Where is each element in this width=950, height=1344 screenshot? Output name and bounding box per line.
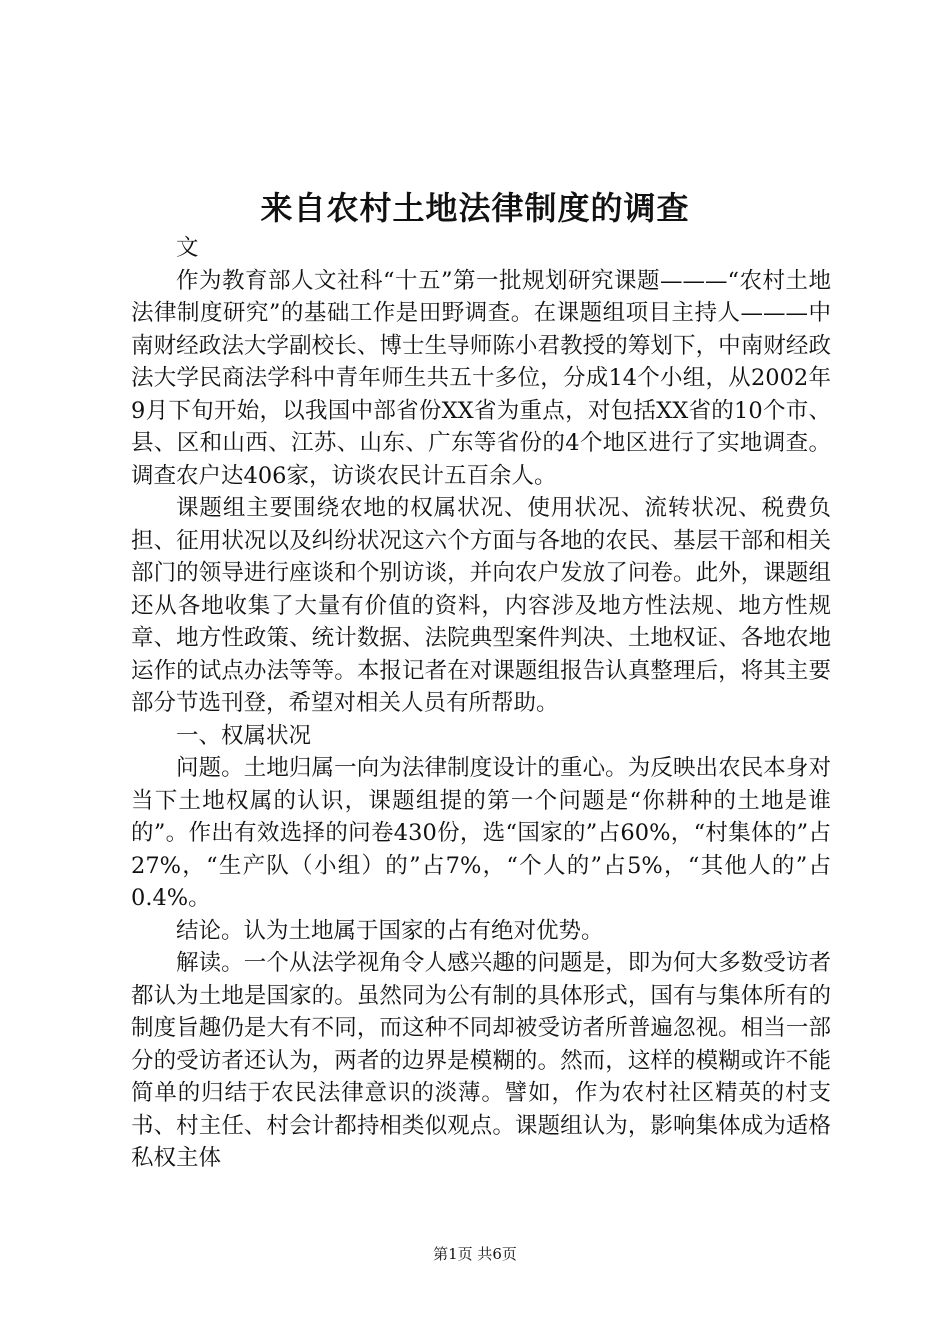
document-title: 来自农村土地法律制度的调查 [260,189,690,227]
paragraph-conclusion: 结论。认为土地属于国家的占有绝对优势。 [176,917,604,944]
paragraph-question: 问题。土地归属一向为法律制度设计的重心。为反映出农民本身对当下土地权属的认识，课题组提的第一个问题是“你耕种的土地是谁的”。作出有效选择的问卷430份，选“国家的”占60%，“村集体的”占27%，“生产队（小组）的”占7%，“个人的”占5%，“其他人的”占0.4%。 [131,755,831,911]
paragraph-intro: 作为教育部人文社科“十五”第一批规划研究课题———“农村土地法律制度研究”的基础工作是田野调查。在课题组项目主持人———中南财经政法大学副校长、博士生导师陈小君教授的筹划下，中南财经政法大学民商法学科中青年师生共五十多位，分成14个小组，从2002年9月下旬开始，以我国中部省份XX省为重点，对包括XX省的10个市、县、区和山西、江苏、山东、广东等省份的4个地区进行了实地调查。调查农户达406家，访谈农民计五百余人。 [131,267,831,489]
paragraph-author: 文 [176,235,199,261]
paragraph-interpretation: 解读。一个从法学视角令人感兴趣的问题是，即为何大多数受访者都认为土地是国家的。虽然同为公有制的具体形式，国有与集体所有的制度旨趣仍是大有不同，而这种不同却被受访者所普遍忽视。相当一部分的受访者还认为，两者的边界是模糊的。然而，这样的模糊或许不能简单的归结于农民法律意识的淡薄。譬如，作为农村社区精英的村支书、村主任、村会计都持相类似观点。课题组认为，影响集体成为适格私权主体 [131,950,831,1171]
section-heading-ownership: 一、权属状况 [176,722,312,749]
paragraph-method: 课题组主要围绕农地的权属状况、使用状况、流转状况、税费负担、征用状况以及纠纷状况这六个方面与各地的农民、基层干部和相关部门的领导进行座谈和个别访谈，并向农户发放了问卷。此外，课题组还从各地收集了大量有价值的资料，内容涉及地方性法规、地方性规章、地方性政策、统计数据、法院典型案件判决、土地权证、各地农地运作的试点办法等等。本报记者在对课题组报告认真整理后，将其主要部分节选刊登，希望对相关人员有所帮助。 [131,495,831,716]
document-body [131,232,831,1175]
page-number-footer: 第1页 共6页 [433,1245,517,1263]
